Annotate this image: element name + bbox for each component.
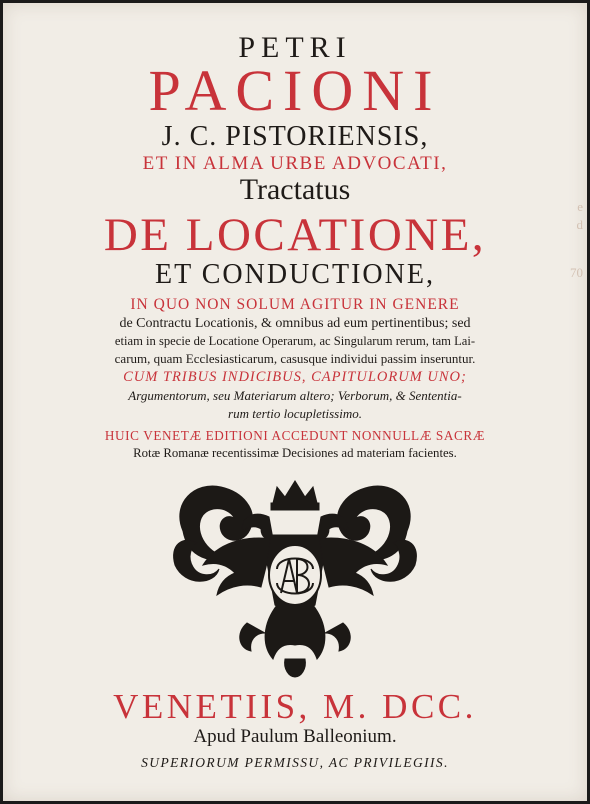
- imprint-privilege: SUPERIORUM PERMISSU, AC PRIVILEGIIS.: [141, 755, 449, 770]
- author-first-name: PETRI: [238, 31, 352, 64]
- description-line-3: etiam in specie de Locatione Operarum, ac Singularum rerum, tam Lai-: [114, 334, 476, 348]
- double-headed-eagle-emblem-icon: [165, 473, 425, 681]
- title-page: [3, 3, 587, 801]
- author-role-2: ET IN ALMA URBE ADVOCATI,: [142, 153, 448, 174]
- title-main: DE LOCATIONE,: [103, 209, 487, 261]
- author-last-name: PACIONI: [148, 58, 442, 123]
- indices-line-2: Argumentorum, seu Materiarum altero; Verborum, & Sententia-: [128, 388, 462, 403]
- edition-line-2: Rotæ Romanæ recentissimæ Decisiones ad materiam facientes.: [133, 446, 457, 460]
- imprint-printer: Apud Paulum Balleonium.: [193, 726, 397, 747]
- description-line-2: de Contractu Locationis, & omnibus ad eum pertinentibus; sed: [119, 316, 471, 331]
- imprint-place-date: VENETIIS, M. DCC.: [113, 687, 477, 726]
- edition-line-1: HUIC VENETÆ EDITIONI ACCEDUNT NONNULLÆ SACRÆ: [104, 428, 486, 443]
- title-sub: ET CONDUCTIONE,: [155, 259, 435, 290]
- bleed-through-mark: d: [576, 217, 583, 232]
- indices-line-3: rum tertio locupletissimo.: [228, 406, 362, 421]
- description-line-4: carum, quam Ecclesiasticarum, casusque individui passim inseruntur.: [114, 351, 476, 366]
- description-line-1: IN QUO NON SOLUM AGITUR IN GENERE: [130, 296, 460, 313]
- bleed-through-mark: e: [577, 199, 583, 214]
- work-word: Tractatus: [239, 173, 351, 206]
- bleed-through-mark: 70: [570, 265, 583, 280]
- author-role: J. C. PISTORIENSIS,: [161, 121, 429, 152]
- indices-line-1: CUM TRIBUS INDICIBUS, CAPITULORUM UNO;: [123, 369, 467, 385]
